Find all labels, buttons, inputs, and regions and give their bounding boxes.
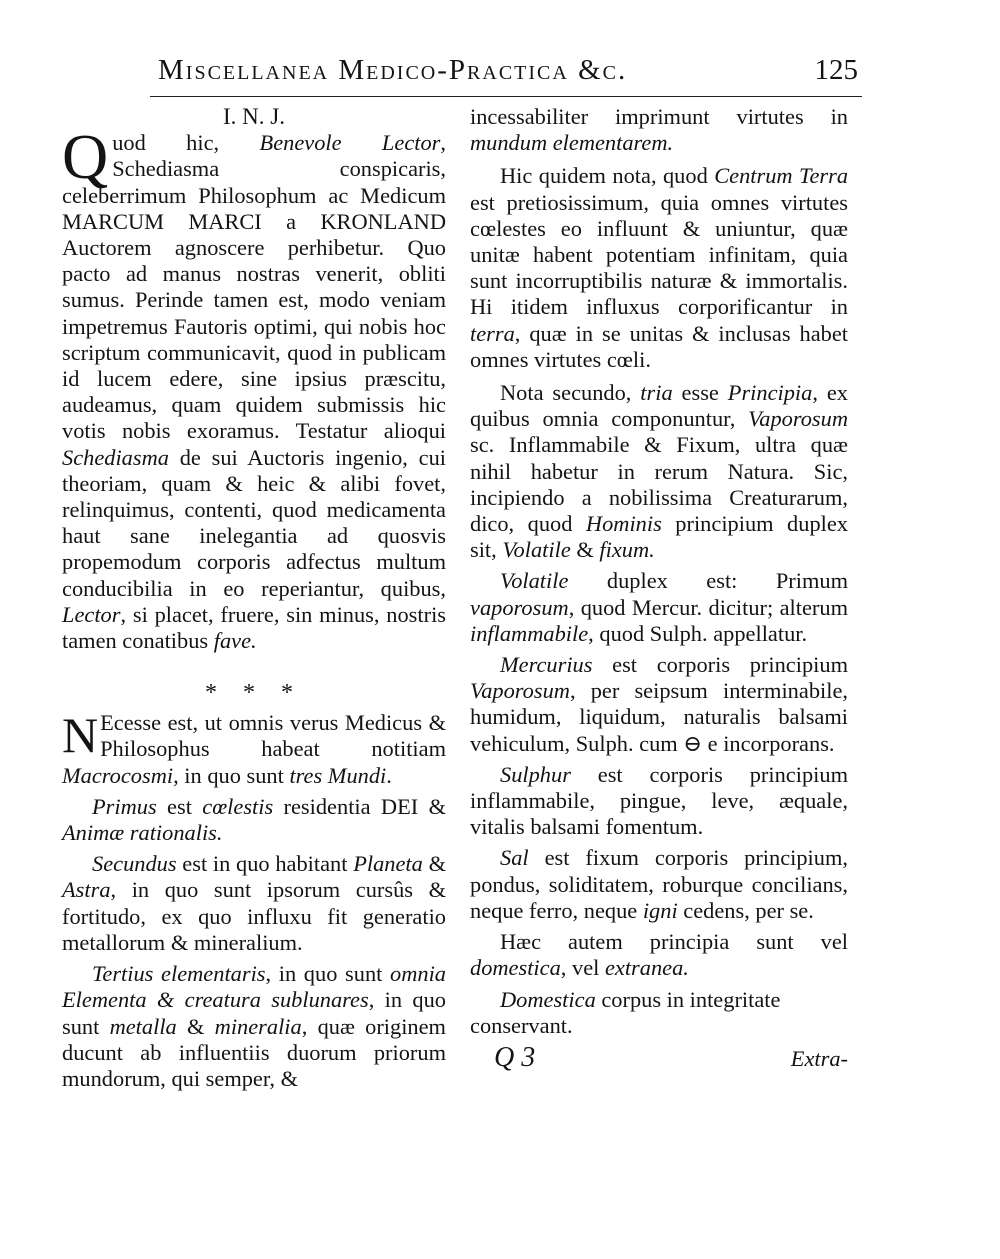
text-run: , in quo sunt — [265, 961, 391, 987]
italic-run: Domestica — [500, 986, 596, 1012]
italic-run: Volatile — [500, 568, 569, 594]
italic-run: Vaporosum — [470, 678, 570, 704]
italic-run: Animæ rationalis. — [62, 820, 223, 846]
text-run: est pretiosissimum, quia omnes virtutes cœlestes eo influunt & uniuntur, quæ unitæ habent potentiam infinitam, quia sunt incorruptibilis naturæ & immortalis. Hi itidem influxus corporificantur in — [470, 189, 848, 320]
text-run: duplex est: Primum — [568, 568, 848, 594]
italic-run: Benevole Lector — [259, 130, 441, 156]
italic-run: Secundus — [92, 851, 177, 877]
text-run: . — [386, 762, 392, 788]
italic-run: Sulphur — [500, 761, 571, 787]
text-run: de sui Auctoris ingenio, cui theoriam, quam & heic & alibi fovet, relinquimus, contenti, quod medicamenta haut sane inelegantia ad quosvis propemodum corporis adfectus multum conducibilia in eo reperiantur, quibus, — [62, 444, 446, 601]
italic-run: inflammabile — [470, 620, 589, 646]
italic-run: Schediasma — [62, 444, 169, 470]
text-run: , si placet, fruere, sin minus, nostris tamen conatibus — [62, 601, 446, 654]
drop-cap-q: Q — [62, 121, 109, 193]
text-run: Ecesse est, ut omnis verus Medicus & Philosophus habeat notitiam — [100, 710, 446, 762]
italic-run: tria — [640, 380, 673, 406]
text-run: & — [570, 537, 600, 563]
body-paragraph — [470, 163, 848, 373]
italic-run: metalla — [109, 1013, 177, 1039]
italic-run: Hominis — [585, 511, 662, 537]
body-paragraph — [62, 794, 446, 846]
body-paragraph — [62, 961, 446, 1092]
text-run: Hæc autem principia sunt vel — [500, 929, 848, 955]
text-run: residentia DEI & — [273, 793, 446, 819]
text-run: , Schediasma conspicaris, celeberrimum Philosophum ac Medicum MARCUM MARCI a KRONLAND Auctorem agnoscere perhibetur. Quo pacto ad manus nostras venerit, obliti sumus. Perinde tamen est, modo veniam impetremus Fautoris optimi, qui nobis hoc scriptum communicavit, quod in publicam id lucem edere, sine ipsius præscitu, audeamus, quam quidem submissis hic votis nobis exoramus. Testatur alioqui — [62, 130, 446, 444]
italic-run: Primus — [92, 793, 157, 819]
italic-run: omnia Elementa & creatura sublunares — [62, 961, 446, 1013]
text-run: , in quo sunt ipsorum cursûs & fortitudo, ex quo influxu fit generatio metallorum & mineralium. — [62, 877, 446, 955]
running-head: Miscellanea Medico-Practica &c. — [158, 54, 628, 86]
body-paragraph — [470, 762, 848, 841]
text-run: est corporis principium — [592, 652, 848, 678]
body-paragraph — [470, 929, 848, 981]
italic-run: Planeta — [353, 851, 423, 877]
text-run: & — [422, 851, 446, 877]
text-run: , ex quibus omnia componuntur, — [470, 380, 848, 432]
body-paragraph — [470, 845, 848, 924]
italic-run: terra — [470, 320, 515, 346]
text-run: , in quo sunt — [62, 987, 446, 1039]
italic-run: igni — [642, 897, 678, 923]
text-run: , per seipsum interminabile, humidum, liquidum, naturalis balsami vehiculum, Sulph. cum ⊖ e incorporans. — [470, 678, 848, 756]
text-run: , in quo sunt — [173, 762, 290, 788]
body-paragraph — [470, 380, 848, 563]
text-run: & — [176, 1013, 215, 1039]
text-run: est in quo habitant — [176, 851, 354, 877]
italic-run: Vaporosum — [748, 406, 848, 432]
right-column — [470, 104, 848, 1072]
italic-run: Astra — [62, 877, 111, 903]
italic-run: mineralia — [214, 1013, 302, 1039]
text-run: est fixum corporis principium, pondus, soliditatem, roburque concilians, neque ferro, neque — [470, 845, 848, 923]
text-run: uod hic, — [112, 130, 260, 156]
body-paragraph — [62, 707, 446, 789]
italic-run: Centrum Terra — [714, 163, 849, 189]
body-paragraph — [470, 652, 848, 757]
italic-run: Tertius elementaris — [92, 961, 266, 987]
drop-cap-n: N — [62, 707, 99, 764]
catchword: Extra- — [790, 1045, 848, 1071]
text-run: corpus in integritate conservant. — [470, 986, 781, 1038]
preface-paragraph — [62, 121, 446, 654]
italic-run: Principia — [727, 380, 813, 406]
italic-run: fave. — [213, 628, 257, 654]
text-run: , quæ originem ducunt ab influentiis duorum priorum mundorum, qui semper, & — [62, 1013, 446, 1091]
body-paragraph — [62, 851, 446, 956]
italic-run: mundum elementarem. — [470, 130, 674, 156]
text-run: est corporis principium inflammabile, pingue, leve, æquale, vitalis balsami fomentum. — [470, 761, 848, 840]
text-run: sc. Inflammabile & Fixum, ultra quæ nihil habetur in rerum Natura. Sic, incipiendo a nobilissima Creaturarum, dico, quod — [470, 432, 848, 537]
text-run: principium duplex sit, — [470, 511, 848, 563]
italic-run: Sal — [500, 845, 529, 871]
continuation-paragraph — [470, 104, 848, 156]
italic-run: vaporosum — [470, 594, 569, 620]
text-run: , vel — [560, 955, 605, 981]
text-run: est — [156, 793, 203, 819]
section-stars: * * * — [205, 680, 303, 707]
invocation-heading: I. N. J. — [223, 104, 285, 129]
body-paragraph — [470, 568, 848, 647]
italic-run: cœlestis — [202, 793, 274, 819]
italic-run: domestica — [470, 955, 561, 981]
text-run: , quod Sulph. appellatur. — [588, 620, 808, 646]
italic-run: tres Mundi — [289, 762, 387, 788]
italic-run: extranea. — [604, 955, 689, 981]
body-paragraph — [470, 987, 848, 1039]
text-run: , quod Mercur. dicitur; alterum — [568, 594, 848, 620]
italic-run: Macrocosmi — [62, 762, 174, 788]
text-run: incessabiliter imprimunt virtutes in — [470, 104, 848, 129]
signature-mark: Q 3 — [494, 1041, 536, 1073]
left-column — [62, 104, 446, 1092]
italic-run: Mercurius — [500, 652, 593, 678]
text-run: , quæ in se unitas & inclusas habet omnes virtutes cœli. — [470, 320, 848, 372]
text-run: esse — [672, 380, 728, 406]
page-header — [150, 52, 862, 97]
italic-run: fixum. — [599, 537, 655, 563]
italic-run: Volatile — [502, 537, 571, 563]
text-run: Hic quidem nota, quod — [500, 163, 715, 189]
page-number: 125 — [814, 54, 858, 86]
italic-run: Lector — [62, 601, 121, 627]
catch-line — [470, 1041, 848, 1073]
text-run: cedens, per se. — [677, 897, 814, 923]
text-run: Nota secundo, — [500, 380, 641, 406]
